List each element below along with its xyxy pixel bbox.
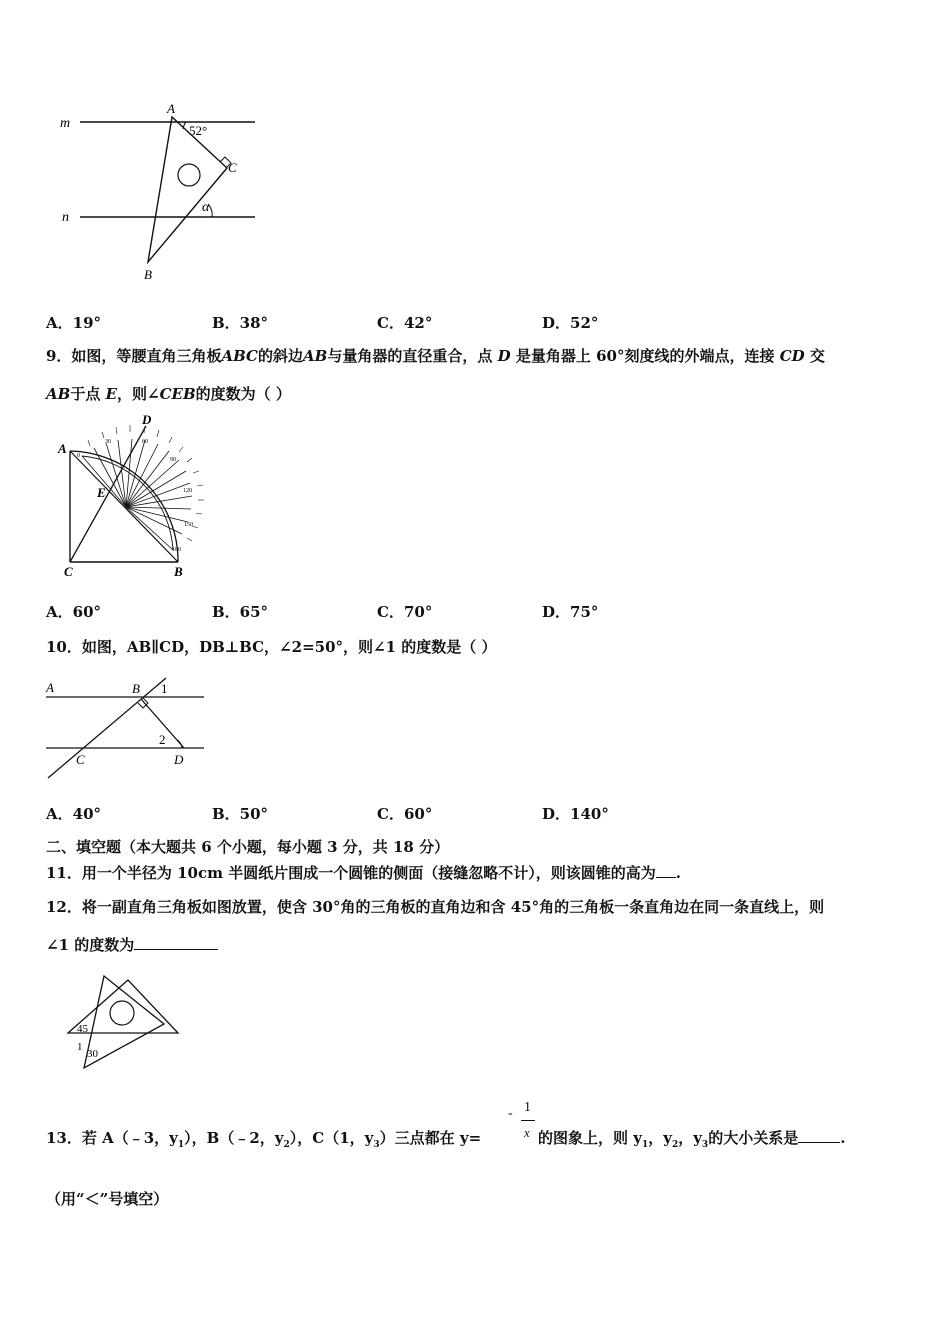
label-a: A xyxy=(46,680,54,695)
label-1: 1 xyxy=(161,681,168,696)
q13-answer-blank[interactable] xyxy=(798,1128,840,1143)
q8-option-b[interactable]: B．38° xyxy=(212,314,269,332)
right-angle-mark xyxy=(138,698,148,708)
fraction-denominator: x xyxy=(524,1125,530,1140)
label-n: n xyxy=(62,210,69,225)
protractor-diameter xyxy=(70,451,178,562)
q13-fraction xyxy=(508,1098,538,1148)
label-b: B xyxy=(132,681,140,696)
label-c: C xyxy=(76,752,85,767)
fraction-bar xyxy=(521,1120,535,1121)
tick-120: 120 xyxy=(183,488,192,494)
q9-option-d[interactable]: D．75° xyxy=(542,603,599,621)
tick-30: 30 xyxy=(105,439,111,445)
label-c: C xyxy=(228,160,237,175)
label-a: A xyxy=(58,441,67,456)
q8-option-a[interactable]: A．19° xyxy=(46,314,102,332)
label-2: 2 xyxy=(159,732,166,747)
q8-option-c[interactable]: C．42° xyxy=(377,314,433,332)
tick-90: 90 xyxy=(170,457,176,463)
q8-figure xyxy=(50,100,265,290)
q9-option-c[interactable]: C．70° xyxy=(377,603,433,621)
tick-150: 150 xyxy=(184,522,193,528)
q12-answer-blank[interactable] xyxy=(134,935,218,950)
triangle-abc xyxy=(148,117,227,262)
label-45: 45 xyxy=(77,1023,88,1035)
label-1: 1 xyxy=(77,1041,83,1053)
triangle-hole xyxy=(178,164,200,186)
q10-stem: 10．如图，AB∥CD，DB⊥BC，∠2=50°，则∠1 的度数是（ ） xyxy=(46,638,497,656)
label-angle-52: 52° xyxy=(189,123,208,138)
q13-note: （用“＜”号填空） xyxy=(46,1190,169,1208)
q10-option-a[interactable]: A．40° xyxy=(46,805,102,823)
q12-stem-line2: ∠1 的度数为 xyxy=(46,934,218,955)
q13-stem: 13．若 A（﹣3，$y_1$），B（﹣2，$y_2$），C（1，$y_3$）三点都在 y= xyxy=(46,1129,482,1150)
q9-option-a[interactable]: A．60° xyxy=(46,603,102,621)
label-30: 30 xyxy=(87,1048,98,1060)
q12-stem-line1: 12．将一副直角三角板如图放置，使含 30°角的三角板的直角边和含 45°角的三角板一条直角边在同一条直线上，则 xyxy=(46,898,825,916)
q9-figure xyxy=(50,410,220,582)
q9-option-b[interactable]: B．65° xyxy=(212,603,269,621)
q13-stem-tail: 的图象上，则 $y_1$，$y_2$，$y_3$的大小关系是 . xyxy=(538,1129,846,1150)
q10-figure xyxy=(44,672,209,784)
section-heading: 二、填空题（本大题共 6 个小题，每小题 3 分，共 18 分） xyxy=(46,838,450,856)
tick-0: 0 xyxy=(77,453,80,459)
label-e: E xyxy=(97,485,106,500)
label-m: m xyxy=(60,116,71,131)
label-alpha: α xyxy=(202,200,210,215)
segment-cd xyxy=(70,426,146,562)
label-b: B xyxy=(174,564,183,579)
q8-option-d[interactable]: D．52° xyxy=(542,314,599,332)
transversal-bc xyxy=(48,678,166,778)
label-d: D xyxy=(142,412,152,427)
label-c: C xyxy=(64,564,73,579)
label-d: D xyxy=(174,752,184,767)
q11-answer-blank[interactable] xyxy=(656,863,676,878)
q10-option-d[interactable]: D．140° xyxy=(542,805,609,823)
fraction-numerator: 1 xyxy=(524,1100,531,1115)
q9-stem-line1: 9．如图，等腰直角三角板ABC的斜边AB与量角器的直径重合，点 D 是量角器上 60°刻度线的外端点，连接 CD 交 xyxy=(46,347,825,365)
label-a: A xyxy=(167,101,175,116)
q11-stem: 11．用一个半径为 10cm 半圆纸片围成一个圆锥的侧面（接缝忽略不计），则该圆锥的高为 . xyxy=(46,864,681,882)
label-b: B xyxy=(144,267,152,282)
tick-60: 60 xyxy=(142,439,148,445)
triangle-hole xyxy=(110,1001,134,1025)
q9-stem-line2: AB于点 E，则∠CEB的度数为（ ） xyxy=(46,385,291,403)
fraction-minus: - xyxy=(508,1106,513,1121)
tick-180: 180 xyxy=(172,547,181,553)
q10-option-b[interactable]: B．50° xyxy=(212,805,269,823)
q12-figure xyxy=(60,970,185,1075)
q10-option-c[interactable]: C．60° xyxy=(377,805,433,823)
